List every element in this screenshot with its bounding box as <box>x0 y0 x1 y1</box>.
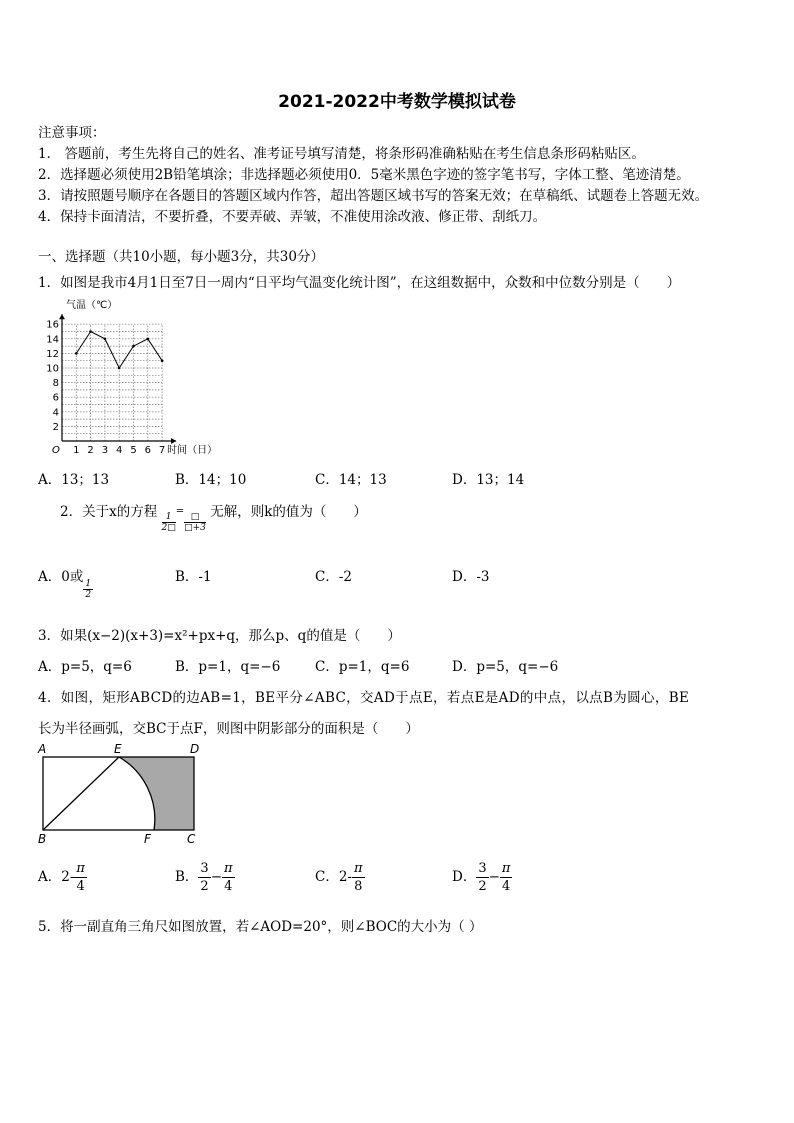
q4-option-c <box>315 860 365 895</box>
y-tick-label: 12 <box>46 348 59 360</box>
question-5-stem: 5．将一副直角三角尺如图放置，若∠AOD=20°，则∠BOC的大小为（ ） <box>38 919 483 935</box>
x-tick-label: 3 <box>101 445 109 456</box>
q4-d-minus: − <box>488 869 500 885</box>
q4-a-fraction <box>74 860 87 895</box>
label-a: A <box>38 742 47 756</box>
y-tick-label: 14 <box>46 334 59 346</box>
q3-option-b: B．p=1，q=−6 <box>175 659 281 675</box>
q4-option-d <box>452 860 512 895</box>
data-point <box>75 352 78 355</box>
q4-b-den2: 4 <box>224 879 233 894</box>
x-axis-arrow <box>171 438 176 444</box>
q4-b-fraction2 <box>222 860 235 895</box>
q4-d-num1: 3 <box>478 861 487 876</box>
x-axis-label: 时间（日） <box>167 445 218 456</box>
q3-option-d: D．p=5，q=−6 <box>452 659 559 675</box>
q1-option-a: A．13；13 <box>38 472 110 488</box>
note-item: 2．选择题必须使用2B铅笔填涂；非选择题必须使用0．5毫米黑色字迹的签字笔书写，字体工整、笔迹清楚。 <box>38 167 690 183</box>
q4-c-num: π <box>353 861 363 876</box>
origin-label: O <box>52 445 60 456</box>
label-c: C <box>187 832 196 846</box>
q1-option-c: C．14；13 <box>315 472 387 488</box>
label-d: D <box>190 742 200 756</box>
q4-c-prefix: C．2- <box>315 869 352 885</box>
q2-frac1-num: 1 <box>162 512 176 523</box>
q2-option-b: B．-1 <box>175 569 212 585</box>
q2-option-a-den: 2 <box>85 590 92 600</box>
x-tick-label: 7 <box>158 445 166 456</box>
shaded-region <box>119 757 194 830</box>
q2-equals: = <box>175 506 185 517</box>
q4-d-prefix: D． <box>452 869 477 885</box>
q4-d-fraction1 <box>476 860 488 895</box>
y-tick-label: 6 <box>52 392 59 404</box>
q2-option-a-fraction <box>83 579 93 600</box>
q4-b-num2: π <box>224 861 233 876</box>
q4-option-a <box>38 860 87 895</box>
q3-option-a: A．p=5，q=6 <box>38 659 132 675</box>
q4-a-den: 4 <box>76 879 85 894</box>
note-item: 1． 答题前，考生先将自己的姓名、准考证号填写清楚，将条形码准确粘贴在考生信息条形码粘贴区。 <box>38 146 645 162</box>
q4-b-fraction1 <box>198 860 210 895</box>
q4-c-den: 8 <box>354 879 363 894</box>
q4-d-den2: 4 <box>502 879 511 894</box>
x-tick-label: 5 <box>130 445 137 456</box>
y-axis-label: 气温（℃） <box>66 300 118 311</box>
question-4-stem-line2: 长为半径画弧，交BC于点F，则图中阴影部分的面积是（ ） <box>38 721 419 737</box>
q2-option-c: C．-2 <box>315 569 352 585</box>
y-tick-label: 16 <box>46 319 59 331</box>
y-axis-arrow <box>59 314 65 319</box>
q4-d-fraction2 <box>500 860 513 895</box>
label-e: E <box>114 742 122 756</box>
label-b: B <box>38 832 47 846</box>
q4-d-num2: π <box>501 861 511 876</box>
q3-option-c: C．p=1，q=6 <box>315 659 410 675</box>
q2-frac2-den: □+3 <box>184 523 206 533</box>
q2-stem-end: 无解，则k的值为（ ） <box>210 504 367 520</box>
q2-option-d: D．-3 <box>452 569 490 585</box>
q2-fraction-right <box>184 512 206 533</box>
q2-option-a-prefix: A．0或 <box>38 569 84 585</box>
note-item: 4．保持卡面清洁，不要折叠，不要弄破、弄皱，不准使用涂改液、修正带、刮纸刀。 <box>38 209 547 225</box>
q4-b-prefix: B． <box>175 869 199 885</box>
label-f: F <box>144 832 151 846</box>
data-point <box>147 338 150 341</box>
q2-stem-start: 2．关于x的方程 <box>60 504 158 520</box>
section-heading: 一、选择题（共10小题，每小题3分，共30分） <box>38 249 324 265</box>
q4-d-den1: 2 <box>478 879 487 894</box>
data-point <box>118 367 121 370</box>
x-tick-label: 2 <box>87 445 94 456</box>
q2-option-a-num: 1 <box>85 579 92 589</box>
segment-be <box>43 757 119 830</box>
x-tick-label: 1 <box>73 445 80 456</box>
y-tick-label: 10 <box>46 363 59 375</box>
q4-c-fraction <box>352 860 365 895</box>
rectangle-arc-figure <box>34 740 209 848</box>
y-tick-label: 8 <box>52 378 59 390</box>
data-point <box>104 338 107 341</box>
q4-b-den1: 2 <box>200 879 209 894</box>
question-1-stem: 1．如图是我市4月1日至7日一周内“日平均气温变化统计图”，在这组数据中，众数和中位数分别是（ ） <box>38 275 681 291</box>
q4-b-minus: − <box>210 869 223 885</box>
page-title: 2021-2022中考数学模拟试卷 <box>278 92 516 112</box>
q4-b-num1: 3 <box>200 861 209 876</box>
x-tick-label: 4 <box>116 445 123 456</box>
question-2-stem <box>60 500 367 533</box>
q4-option-b <box>175 860 235 895</box>
data-point <box>89 330 92 333</box>
q2-fraction-left <box>162 512 176 533</box>
q1-option-d: D．13；14 <box>452 472 525 488</box>
question-3-stem: 3．如果(x−2)(x+3)=x²+px+q，那么p、q的值是（ ） <box>38 628 401 644</box>
q2-frac1-den: 2□ <box>161 523 176 533</box>
q1-option-b: B．14；10 <box>175 472 247 488</box>
q2-option-a <box>38 565 93 600</box>
note-item: 3．请按照题号顺序在各题目的答题区域内作答，超出答题区域书写的答案无效；在草稿纸、试题卷上答题无效。 <box>38 188 709 204</box>
q2-frac2-num: □ <box>184 512 206 523</box>
question-4-stem-line1: 4．如图，矩形ABCD的边AB=1，BE平分∠ABC，交AD于点E，若点E是AD的中点，以点B为圆心，BE <box>38 690 690 706</box>
q4-a-num: π <box>76 861 85 876</box>
temperature-line-chart <box>40 296 240 456</box>
data-point <box>132 345 135 348</box>
y-tick-label: 2 <box>52 421 59 433</box>
y-tick-label: 4 <box>52 407 59 419</box>
x-tick-label: 6 <box>144 445 151 456</box>
q4-a-prefix: A．2- <box>38 869 75 885</box>
notes-heading: 注意事项： <box>38 125 106 141</box>
data-point <box>161 359 164 362</box>
